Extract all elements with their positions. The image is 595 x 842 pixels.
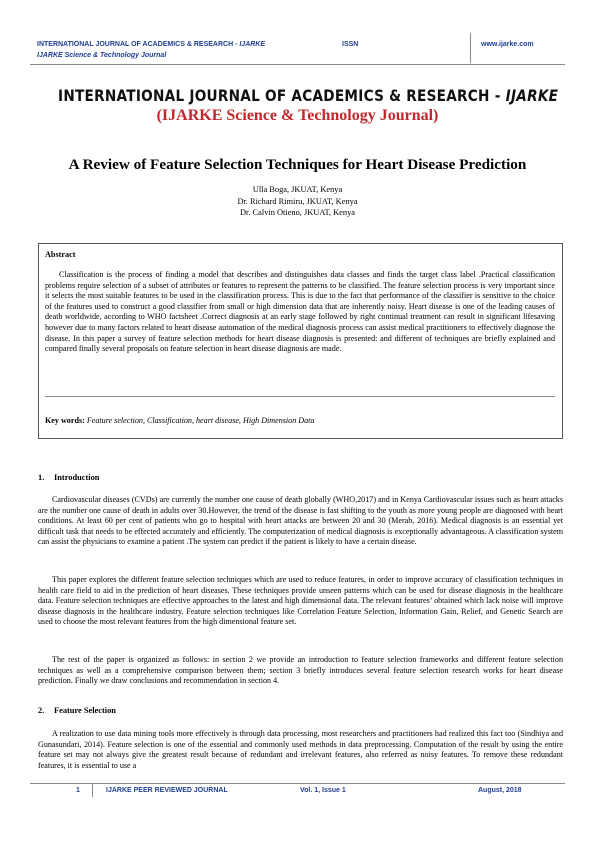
section-heading-introduction: 1. Introduction [38,473,100,482]
footer-date: August, 2018 [478,787,522,794]
running-header-website[interactable]: www.ijarke.com [481,41,534,48]
intro-paragraph-3: The rest of the paper is organized as follows: in section 2 we provide an introduction to feature selection frameworks and different feature selection techniques as well as a comprehensive comparison between them; section 3 briefly introduces several feature selection research works for heart disease prediction. Finally we draw conclusions and recommendation in section 4. [38,655,563,685]
running-header-subtitle: IJARKE Science & Technology Journal [37,52,167,59]
author: Dr. Richard Rimiru, JKUAT, Kenya [237,196,358,206]
page-number: 1 [76,787,80,794]
author: Dr. Calvin Otieno, JKUAT, Kenya [240,208,355,217]
author: Ulla Boga, JKUAT, Kenya [252,185,343,194]
keywords-list: Feature selection, Classification, heart disease, High Dimension Data [86,416,315,425]
footer-volume: Vol. 1, Issue 1 [300,787,346,794]
abstract-text: Classification is the process of finding a model that describes and distinguishes data classes and finds the target class label .Practical classification problems require selection of a subset of attributes or features to represent the patterns to be classified. The feature selection process is very important since it selects the most suitable features to be used in the classification process. This is due to the fact that performance of the classifier is sensitive to the choice of the features used to construct a good classifier from small or high dimension data that are inherently noisy. Heart disease is one of the leading causes of death worldwide, according to WHO factsheet .Correct diagnosis at an early stage followed by right continual treatment can result in significant lifesaving however due to many factors related to heart disease automation of the medical diagnosis process can assist medical practitioners to effectively diagnose the disease. In this paper a survey of feature selection methods for heart disease diagnosis is presented: and different of techniques are briefly explained and compared finally several proposals on feature selection in heart disease diagnosis are made. [45,270,555,354]
header-rule [30,64,565,65]
journal-banner-title: INTERNATIONAL JOURNAL OF ACADEMICS & RESEARCH - IJARKE [58,86,559,105]
paper-title: A Review of Feature Selection Techniques for Heart Disease Prediction [68,156,527,173]
journal-banner-subtitle: (IJARKE Science & Technology Journal) [156,107,439,124]
section-heading-feature-selection: 2. Feature Selection [38,706,116,715]
running-header-issn: ISSN [342,41,359,48]
abstract-divider [45,396,555,397]
keywords [45,416,314,425]
intro-paragraph-2: This paper explores the different feature selection techniques which are used to reduce features, in order to improve accuracy of classification techniques in health care field to aid in the prediction of heart diseases. These techniques provide unseen patterns which can be used for disease diagnosis in the healthcare data. Feature selection techniques are effective approaches to the latest and high dimensional data. The relevant features’ obtained which lack noise will improve disease diagnosis in the healthcare industry. Feature selection techniques like Correlation Feature Selection, Information Gain, Relief, and Genetic Search are used to choose the most relevant features from the high dimensional feature set. [38,575,563,626]
footer-journal: IJARKE PEER REVIEWED JOURNAL [106,787,228,794]
keywords-label: Key words: [45,416,85,425]
author-list [0,184,595,219]
intro-paragraph-1: Cardiovascular diseases (CVDs) are currently the number one cause of death globally (WHO,2017) and in Kenya Cardiovascular issues such as heart attacks are the number one cause of death in adults over 30.However, the trend of the disease is fast shifting to the youth as more young people are diagnosed with heart conditions. At least 60 per cent of patients who go to hospital with heart attacks are between 20 and 30 (Merab, 2016). Medical diagnosis is an essential yet difficult task that needs to be effected accurately and efficiently. The computerization of medical diagnosis is exceptionally advantageous. A classification system can assist the physicians to examine a patient .The system can predict if the patient is likely to have a certain disease. [38,495,563,546]
running-header-journal: INTERNATIONAL JOURNAL OF ACADEMICS & RESEARCH - IJARKE [37,41,266,48]
footer-rule [30,783,565,784]
feature-selection-paragraph-1: A realization to use data mining tools more effectively is through data processing, most researchers and practitioners had realized this fact too (Sindhiya and Gunasundari, 2014). Feature selection is one of the essential and commonly used methods in data preprocessing. Computation of the result by using the entire feature set may not always give the greatest result because of redundant and irrelevant features, also referred as noisy features. To remove these redundant features, it is essential to use a [38,729,563,770]
footer-divider [92,783,93,797]
header-divider [470,33,471,63]
abstract-heading: Abstract [45,250,76,259]
